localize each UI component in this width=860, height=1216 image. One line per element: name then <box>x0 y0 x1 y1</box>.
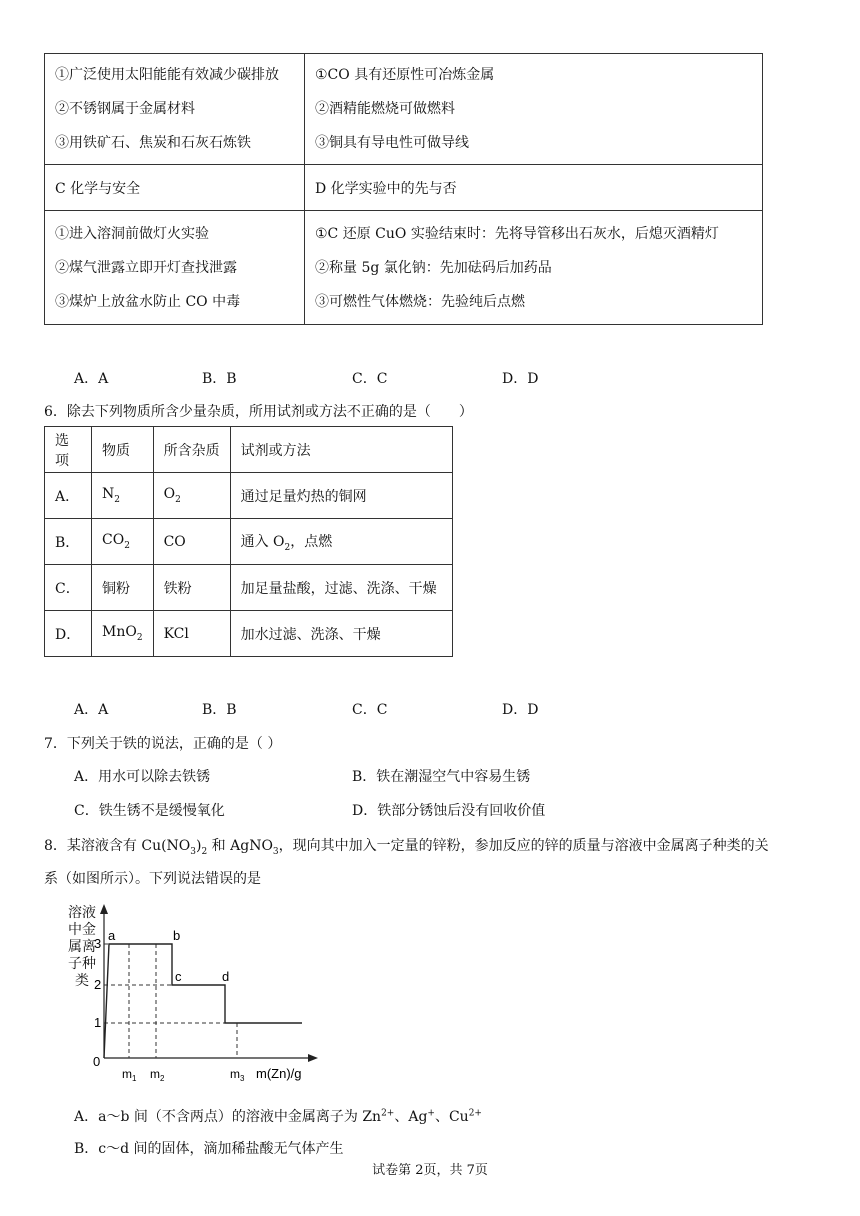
ylabel-line: 中金 <box>68 921 96 937</box>
q6-option-d[interactable]: D．D <box>502 702 539 718</box>
q7-option-c[interactable]: C．铁生锈不是缓慢氧化 <box>74 803 225 819</box>
q8-option-a[interactable] <box>74 1106 482 1126</box>
q6-row-d-substance <box>92 611 154 657</box>
point-label-c: c <box>175 969 182 984</box>
formula-main: O <box>163 486 176 503</box>
q6-header-method: 试剂或方法 <box>230 427 452 473</box>
x-tick-m2: $m_2$ <box>150 1067 165 1083</box>
point-label-a: a <box>108 928 116 943</box>
q6-row-a-substance <box>92 473 154 519</box>
text-line: ③用铁矿石、焦炭和石灰石炼铁 <box>55 135 251 151</box>
q6-header-option: 选项 <box>45 427 92 473</box>
formula-sub: 3 <box>272 846 279 857</box>
stem-text: 8．某溶液含有 Cu(NO <box>44 838 191 854</box>
stem-text: ) <box>196 838 202 854</box>
q6-row-b-option: B． <box>45 519 92 565</box>
method-text: ，点燃 <box>290 533 333 550</box>
y-axis-arrow <box>100 904 108 914</box>
q6-row-c-option: C． <box>45 565 92 611</box>
option-text: 、Ag <box>394 1109 428 1125</box>
header-c: C 化学与安全 <box>45 165 305 211</box>
ylabel-line: 属离 <box>68 938 96 954</box>
q6-row-a-method: 通过足量灼热的铜网 <box>230 473 452 519</box>
y-tick-0: 0 <box>93 1054 101 1069</box>
q5-option-c[interactable]: C．C <box>352 371 388 387</box>
formula-main: N <box>102 486 115 503</box>
cell-c <box>45 211 305 325</box>
point-label-d: d <box>222 969 230 984</box>
method-text: 通入 O <box>240 533 285 550</box>
formula-sub: 2 <box>175 494 181 505</box>
formula-sub: 3 <box>190 846 197 857</box>
q8-stem-line2: 系（如图所示）。下列说法错误的是 <box>44 871 261 887</box>
q6-row-d-impurity: KCl <box>153 611 230 657</box>
q7-option-b[interactable]: B．铁在潮湿空气中容易生锈 <box>352 769 531 785</box>
q6-row-c-impurity: 铁粉 <box>153 565 230 611</box>
q6-option-a[interactable]: A．A <box>74 702 109 718</box>
q6-table <box>44 426 453 657</box>
q5-table <box>44 53 763 325</box>
q7-option-d[interactable]: D．铁部分锈蚀后没有回收价值 <box>352 803 546 819</box>
q8-option-b[interactable]: B．c～d 间的固体，滴加稀盐酸无气体产生 <box>74 1141 344 1157</box>
q6-option-b[interactable]: B．B <box>202 702 237 718</box>
q5-option-b[interactable]: B．B <box>202 371 237 387</box>
text-line: ①C 还原 CuO 实验结束时：先将导管移出石灰水，后熄灭酒精灯 <box>315 225 719 242</box>
q6-row-c-method: 加足量盐酸，过滤、洗涤、干燥 <box>230 565 452 611</box>
q6-header-substance: 物质 <box>92 427 154 473</box>
page-footer: 试卷第 2页，共 7页 <box>372 1163 488 1178</box>
q6-row-d-method: 加水过滤、洗涤、干燥 <box>230 611 452 657</box>
formula-sub: 2 <box>201 846 208 857</box>
text-line: ②称量 5g 氯化钠：先加砝码后加药品 <box>315 259 552 276</box>
q6-row-b-substance <box>92 519 154 565</box>
formula-main: MnO <box>102 624 137 641</box>
charge: 2+ <box>381 1108 395 1119</box>
text-line: ②酒精能燃烧可做燃料 <box>315 101 455 117</box>
q6-header-impurity: 所含杂质 <box>153 427 230 473</box>
q7-option-a[interactable]: A．用水可以除去铁锈 <box>74 769 211 785</box>
ylabel-line: 溶液 <box>68 904 96 920</box>
cell-b-right <box>305 54 763 165</box>
text-line: ③可燃性气体燃烧：先验纯后点燃 <box>315 293 525 310</box>
y-tick-3: 3 <box>94 936 102 951</box>
text-line: ①CO 具有还原性可冶炼金属 <box>315 67 495 83</box>
text-line: ③煤炉上放盆水防止 CO 中毒 <box>55 293 241 310</box>
x-axis-label: m(Zn)/g <box>256 1066 302 1081</box>
q6-row-b-method <box>230 519 452 565</box>
text-line: ②煤气泄露立即开灯查找泄露 <box>55 259 237 276</box>
point-label-b: b <box>173 928 181 943</box>
option-text: A．a～b 间（不含两点）的溶液中金属离子为 Zn <box>74 1109 382 1125</box>
x-tick-m1: $m_1$ <box>122 1067 137 1083</box>
q6-row-b-impurity: CO <box>153 519 230 565</box>
stem-text: ，现向其中加入一定量的锌粉，参加反应的锌的质量与溶液中金属离子种类的关 <box>278 838 769 854</box>
q7-stem: 7．下列关于铁的说法，正确的是（ ） <box>44 736 282 752</box>
cell-d <box>305 211 763 325</box>
ylabel-line: 子种 <box>68 955 96 971</box>
q6-row-c-substance: 铜粉 <box>92 565 154 611</box>
formula-sub: 2 <box>284 542 291 553</box>
q6-option-c[interactable]: C．C <box>352 702 388 718</box>
formula-main: CO <box>102 532 125 549</box>
q8-stem-line1 <box>44 835 769 857</box>
text-line: ①广泛使用太阳能能有效减少碳排放 <box>55 67 279 83</box>
text-line: ②不锈钢属于金属材料 <box>55 101 195 117</box>
text-line: ③铜具有导电性可做导线 <box>315 135 469 151</box>
q8-chart <box>60 900 360 1100</box>
series-line <box>104 944 302 1058</box>
formula-sub: 2 <box>114 494 120 505</box>
cell-b-left <box>45 54 305 165</box>
charge: 2+ <box>468 1108 482 1119</box>
option-text: 、Cu <box>434 1109 469 1125</box>
stem-text: 和 AgNO <box>207 838 273 854</box>
q6-row-d-option: D． <box>45 611 92 657</box>
q6-row-a-option: A． <box>45 473 92 519</box>
x-axis-arrow <box>308 1054 318 1062</box>
text-line: ①进入溶洞前做灯火实验 <box>55 225 209 242</box>
q6-row-a-impurity <box>153 473 230 519</box>
q6-stem: 6．除去下列物质所含少量杂质，所用试剂或方法不正确的是（ ） <box>44 404 473 420</box>
y-tick-1: 1 <box>94 1015 102 1030</box>
q5-option-a[interactable]: A．A <box>74 371 109 387</box>
header-d: D 化学实验中的先与否 <box>305 165 763 211</box>
formula-sub: 2 <box>124 540 130 551</box>
q5-option-d[interactable]: D．D <box>502 371 539 387</box>
charge: + <box>427 1108 435 1119</box>
y-tick-2: 2 <box>94 977 102 992</box>
guide-lines <box>104 944 237 1058</box>
x-tick-m3: $m_3$ <box>230 1067 245 1083</box>
ylabel-line: 类 <box>75 972 89 988</box>
formula-sub: 2 <box>136 632 143 643</box>
